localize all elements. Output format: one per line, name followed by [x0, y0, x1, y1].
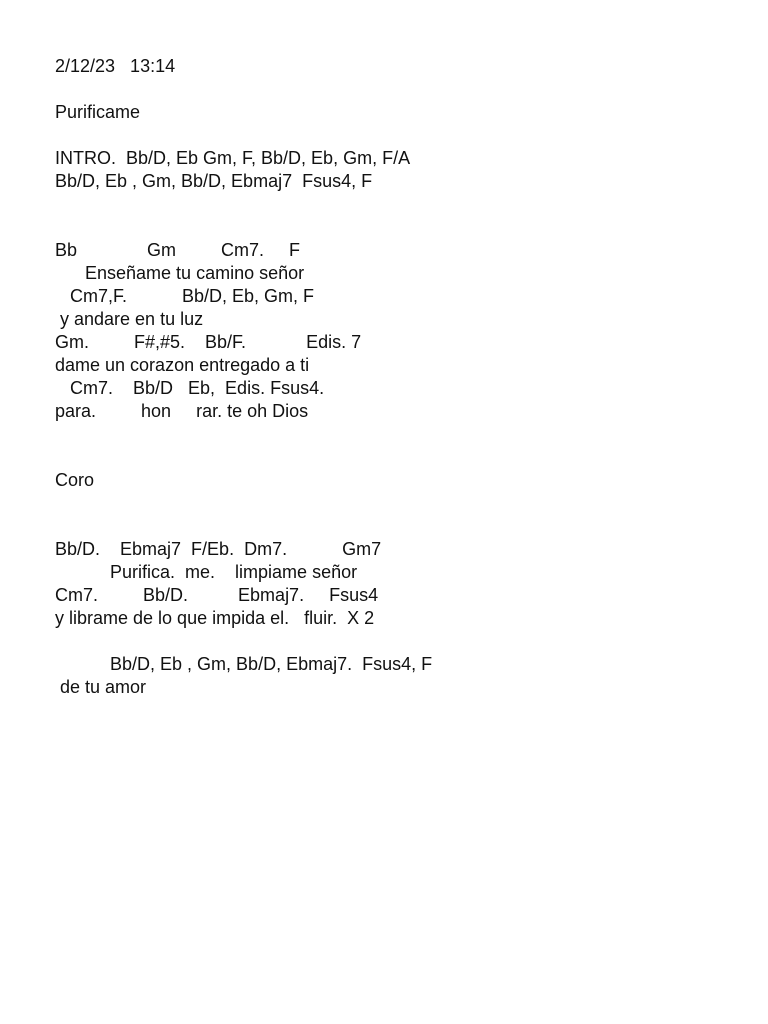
- verse-lyric-line: y andare en tu luz: [55, 309, 204, 329]
- note-body: [55, 55, 745, 699]
- song-title: Purificame: [55, 102, 141, 122]
- blank-line: [55, 193, 745, 216]
- blank-line: [55, 216, 745, 239]
- verse-chord-line: Gm. F#,#5. Bb/F. Edis. 7: [55, 332, 362, 352]
- blank-line: [55, 630, 745, 653]
- blank-line: [55, 515, 745, 538]
- chorus-lyric-line: Purifica. me. limpiame señor: [55, 562, 358, 582]
- verse-chord-line: Bb Gm Cm7. F: [55, 240, 301, 260]
- verse-chord-line: Cm7. Bb/D Eb, Edis. Fsus4.: [55, 378, 325, 398]
- verse-chord-line: Cm7,F. Bb/D, Eb, Gm, F: [55, 286, 315, 306]
- outro-chord-line: Bb/D, Eb , Gm, Bb/D, Ebmaj7. Fsus4, F: [55, 654, 433, 674]
- chorus-chord-line: Bb/D. Ebmaj7 F/Eb. Dm7. Gm7: [55, 539, 382, 559]
- intro-chords-line-2: Bb/D, Eb , Gm, Bb/D, Ebmaj7 Fsus4, F: [55, 171, 373, 191]
- verse-lyric-line: Enseñame tu camino señor: [55, 263, 305, 283]
- blank-line: [55, 124, 745, 147]
- blank-line: [55, 446, 745, 469]
- blank-line: [55, 78, 745, 101]
- chorus-chord-line: Cm7. Bb/D. Ebmaj7. Fsus4: [55, 585, 379, 605]
- intro-chords-line-1: INTRO. Bb/D, Eb Gm, F, Bb/D, Eb, Gm, F/A: [55, 148, 411, 168]
- chorus-lyric-line: y librame de lo que impida el. fluir. X 2: [55, 608, 375, 628]
- verse-lyric-line: para. hon rar. te oh Dios: [55, 401, 309, 421]
- blank-line: [55, 492, 745, 515]
- section-heading-coro: Coro: [55, 470, 95, 490]
- outro-lyric-line: de tu amor: [55, 677, 147, 697]
- timestamp: 2/12/23 13:14: [55, 56, 176, 76]
- verse-lyric-line: dame un corazon entregado a ti: [55, 355, 310, 375]
- blank-line: [55, 423, 745, 446]
